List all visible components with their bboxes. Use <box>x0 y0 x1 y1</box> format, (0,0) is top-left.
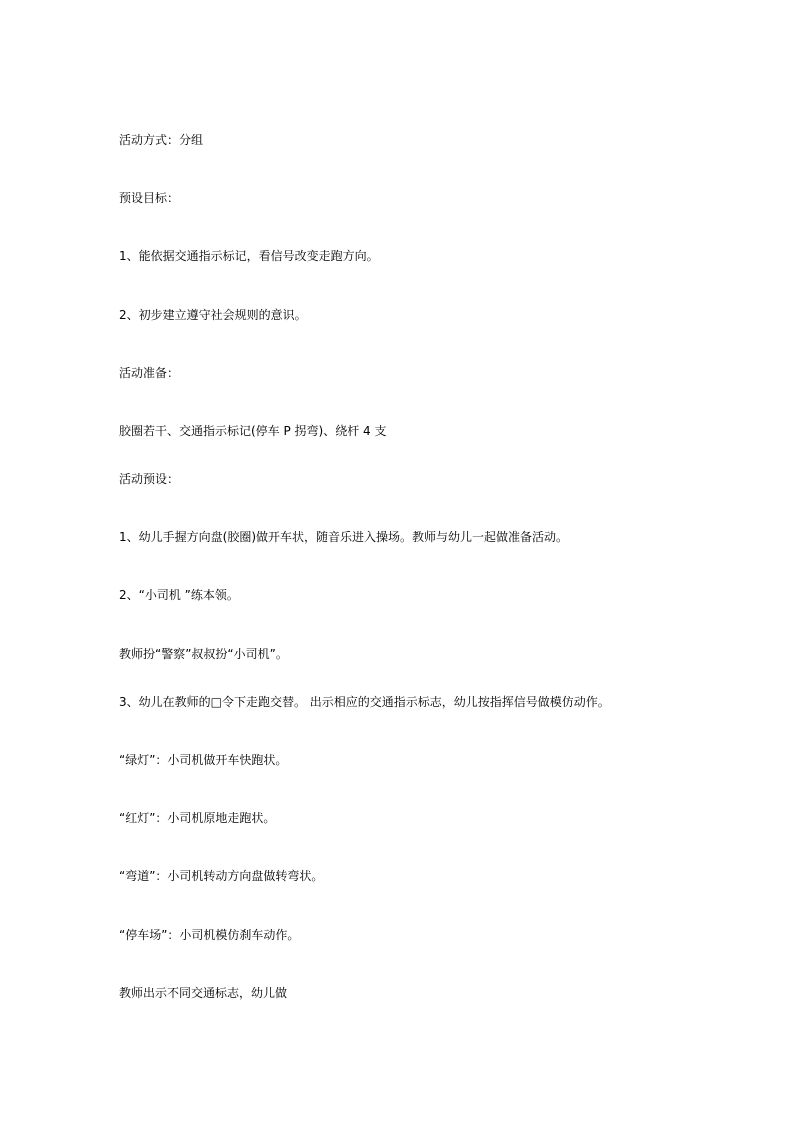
green-light-line: “绿灯”：小司机做开车快跑状。 <box>119 753 288 767</box>
materials-line: 胶圈若干、交通指示标记(停车 P 拐弯)、绕杆 4 支 <box>119 424 387 438</box>
plan-step-3: 3、幼儿在教师的□令下走跑交替。 出示相应的交通指示标志，幼儿按指挥信号做模仿动作。 <box>119 695 610 709</box>
red-light-line: “红灯”：小司机原地走跑状。 <box>119 811 276 825</box>
preset-goals-heading: 预设目标： <box>119 191 180 205</box>
activity-preparation-heading: 活动准备： <box>119 366 180 380</box>
goal-item-1: 1、能依据交通指示标记，看信号改变走跑方向。 <box>119 249 379 263</box>
goal-item-2: 2、初步建立遵守社会规则的意识。 <box>119 308 307 322</box>
activity-plan-heading: 活动预设： <box>119 472 180 486</box>
signs-line: 教师出示不同交通标志，幼儿做 <box>119 986 288 1000</box>
parking-line: “停车场”：小司机模仿刹车动作。 <box>119 928 300 942</box>
plan-step-1: 1、幼儿手握方向盘(胶圈)做开车状，随音乐进入操场。教师与幼儿一起做准备活动。 <box>119 530 569 544</box>
activity-method-line: 活动方式：分组 <box>119 133 204 147</box>
plan-step-2: 2、“小司机 ”练本领。 <box>119 588 239 602</box>
teacher-role-line: 教师扮“警察”叔叔扮“小司机”。 <box>119 647 288 661</box>
curve-line: “弯道”：小司机转动方向盘做转弯状。 <box>119 869 324 883</box>
